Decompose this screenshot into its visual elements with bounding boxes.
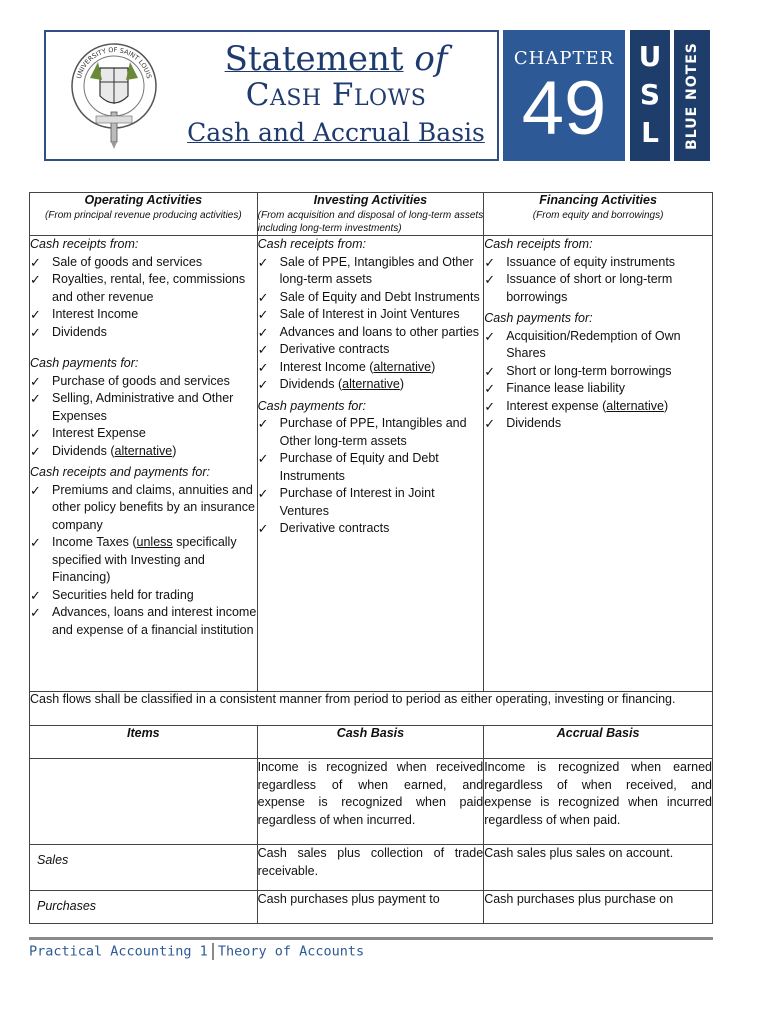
footer-separator bbox=[212, 943, 214, 960]
sales-accrual-basis: Cash sales plus sales on account. bbox=[484, 845, 713, 891]
list-item: ✓ Interest expense (alternative) bbox=[484, 398, 712, 416]
list-item: ✓ Income Taxes (unless specifically specified with Investing and Financing) bbox=[30, 534, 257, 587]
usl-letter: L bbox=[641, 116, 659, 149]
items-header: Items bbox=[30, 726, 258, 759]
list-item: ✓ Acquisition/Redemption of Own Shares bbox=[484, 328, 712, 363]
list-item: ✓ Selling, Administrative and Other Expenses bbox=[30, 390, 257, 425]
purchases-accrual-basis: Cash purchases plus purchase on bbox=[484, 891, 713, 924]
chapter-number: 49 bbox=[521, 66, 607, 151]
title-line1: Statement of bbox=[224, 39, 448, 79]
operating-activities-cell: Cash receipts from: ✓ Sale of goods and services ✓ Royalties, rental, fee, commissions and other revenue ✓ Interest Income ✓ Dividends Cash payments for: ✓ Purchase of goods and services ✓ Selling, Administrative and Other Expenses ✓ Interest Expense ✓ Dividends (alternative) Cash receipts and payments for: ✓ Premiums and claims, annuities and other policy benefits by an insurance company ✓ Income Taxes (unless specifically specified with Investing and Financing) ✓ Securities held for trading ✓ Advances, loans and interest income and expense of a financial institution bbox=[30, 236, 258, 692]
title-line2: Cash Flows bbox=[245, 77, 427, 113]
chapter-badge bbox=[503, 30, 625, 161]
list-item: ✓ Royalties, rental, fee, commissions and other revenue bbox=[30, 271, 257, 306]
list-item: ✓ Derivative contracts bbox=[258, 520, 484, 538]
operating-header: Operating Activities (From principal revenue producing activities) bbox=[30, 193, 258, 236]
list-item: ✓ Short or long-term borrowings bbox=[484, 363, 712, 381]
list-item: ✓ Sale of goods and services bbox=[30, 254, 257, 272]
list-item: ✓ Purchase of PPE, Intangibles and Other long-term assets bbox=[258, 415, 484, 450]
list-item: ✓ Dividends bbox=[30, 324, 257, 342]
accrual-basis-definition: Income is recognized when earned regardless of when received, and expense is recognized when incurred regardless of when paid. bbox=[484, 759, 713, 845]
footer-topic: Theory of Accounts bbox=[217, 943, 365, 960]
usl-letter: U bbox=[638, 40, 662, 73]
list-item: ✓ Advances, loans and interest income and expense of a financial institution bbox=[30, 604, 257, 639]
list-item: ✓ Interest Expense bbox=[30, 425, 257, 443]
list-item: ✓ Purchase of Interest in Joint Ventures bbox=[258, 485, 484, 520]
blue-notes-label: BLUE NOTES bbox=[684, 41, 700, 150]
financing-activities-cell: Cash receipts from: ✓ Issuance of equity instruments ✓ Issuance of short or long-term borrowings Cash payments for: ✓ Acquisition/Redemption of Own Shares ✓ Short or long-term borrowings ✓ Finance lease liability ✓ Interest expense (alternative) ✓ Dividends bbox=[484, 236, 713, 692]
list-item: ✓ Sale of Interest in Joint Ventures bbox=[258, 306, 484, 324]
list-item: ✓ Dividends bbox=[484, 415, 712, 433]
list-item: ✓ Finance lease liability bbox=[484, 380, 712, 398]
list-item: ✓ Securities held for trading bbox=[30, 587, 257, 605]
investing-activities-cell: Cash receipts from: ✓ Sale of PPE, Intangibles and Other long-term assets ✓ Sale of Equity and Debt Instruments ✓ Sale of Interest in Joint Ventures ✓ Advances and loans to other parties ✓ Derivative contracts ✓ Interest Income (alternative) ✓ Dividends (alternative) Cash payments for: ✓ Purchase of PPE, Intangibles and Other long-term assets ✓ Purchase of Equity and Debt Instruments ✓ Purchase of Interest in Joint Ventures ✓ Derivative contracts bbox=[257, 236, 484, 692]
list-item: ✓ Sale of PPE, Intangibles and Other long-term assets bbox=[258, 254, 484, 289]
page-footer bbox=[29, 937, 713, 960]
row-label-purchases: Purchases bbox=[30, 891, 258, 924]
usl-badge bbox=[630, 30, 670, 161]
list-item: ✓ Sale of Equity and Debt Instruments bbox=[258, 289, 484, 307]
svg-text:UNIVERSITY OF SAINT LOUIS: UNIVERSITY OF SAINT LOUIS bbox=[74, 45, 154, 80]
classification-note: Cash flows shall be classified in a consistent manner from period to period as either operating, investing or financing. bbox=[30, 692, 713, 726]
cash-basis-definition: Income is recognized when received regardless of when earned, and expense is recognized when paid regardless of when incurred. bbox=[257, 759, 484, 845]
list-item: ✓ Interest Income bbox=[30, 306, 257, 324]
accrual-basis-header: Accrual Basis bbox=[484, 726, 713, 759]
list-item: ✓ Purchase of Equity and Debt Instruments bbox=[258, 450, 484, 485]
list-item: ✓ Advances and loans to other parties bbox=[258, 324, 484, 342]
list-item: ✓ Interest Income (alternative) bbox=[258, 359, 484, 377]
investing-header: Investing Activities (From acquisition and disposal of long-term assets including long-term investments) bbox=[257, 193, 484, 234]
blue-notes-tab bbox=[674, 30, 710, 161]
cash-flows-table bbox=[29, 192, 713, 924]
footer-subject: Practical Accounting 1 bbox=[29, 943, 208, 960]
list-item: ✓ Derivative contracts bbox=[258, 341, 484, 359]
list-item: ✓ Purchase of goods and services bbox=[30, 373, 257, 391]
list-item: ✓ Issuance of equity instruments bbox=[484, 254, 712, 272]
usl-letter: S bbox=[639, 78, 661, 111]
university-seal-logo bbox=[68, 38, 160, 150]
cash-basis-header: Cash Basis bbox=[257, 726, 484, 759]
subtitle: Cash and Accrual Basis bbox=[187, 118, 485, 147]
chapter-label: CHAPTER bbox=[513, 48, 615, 69]
list-item: ✓ Dividends (alternative) bbox=[258, 376, 484, 394]
row-label-sales: Sales bbox=[30, 845, 258, 891]
list-item: ✓ Premiums and claims, annuities and other policy benefits by an insurance company bbox=[30, 482, 257, 535]
list-item: ✓ Issuance of short or long-term borrowings bbox=[484, 271, 712, 306]
title-banner bbox=[44, 30, 499, 161]
empty-item-cell bbox=[30, 759, 258, 845]
purchases-cash-basis: Cash purchases plus payment to bbox=[257, 891, 484, 924]
list-item: ✓ Dividends (alternative) bbox=[30, 443, 257, 461]
financing-header: Financing Activities (From equity and borrowings) bbox=[484, 193, 713, 236]
sales-cash-basis: Cash sales plus collection of trade receivable. bbox=[257, 845, 484, 891]
